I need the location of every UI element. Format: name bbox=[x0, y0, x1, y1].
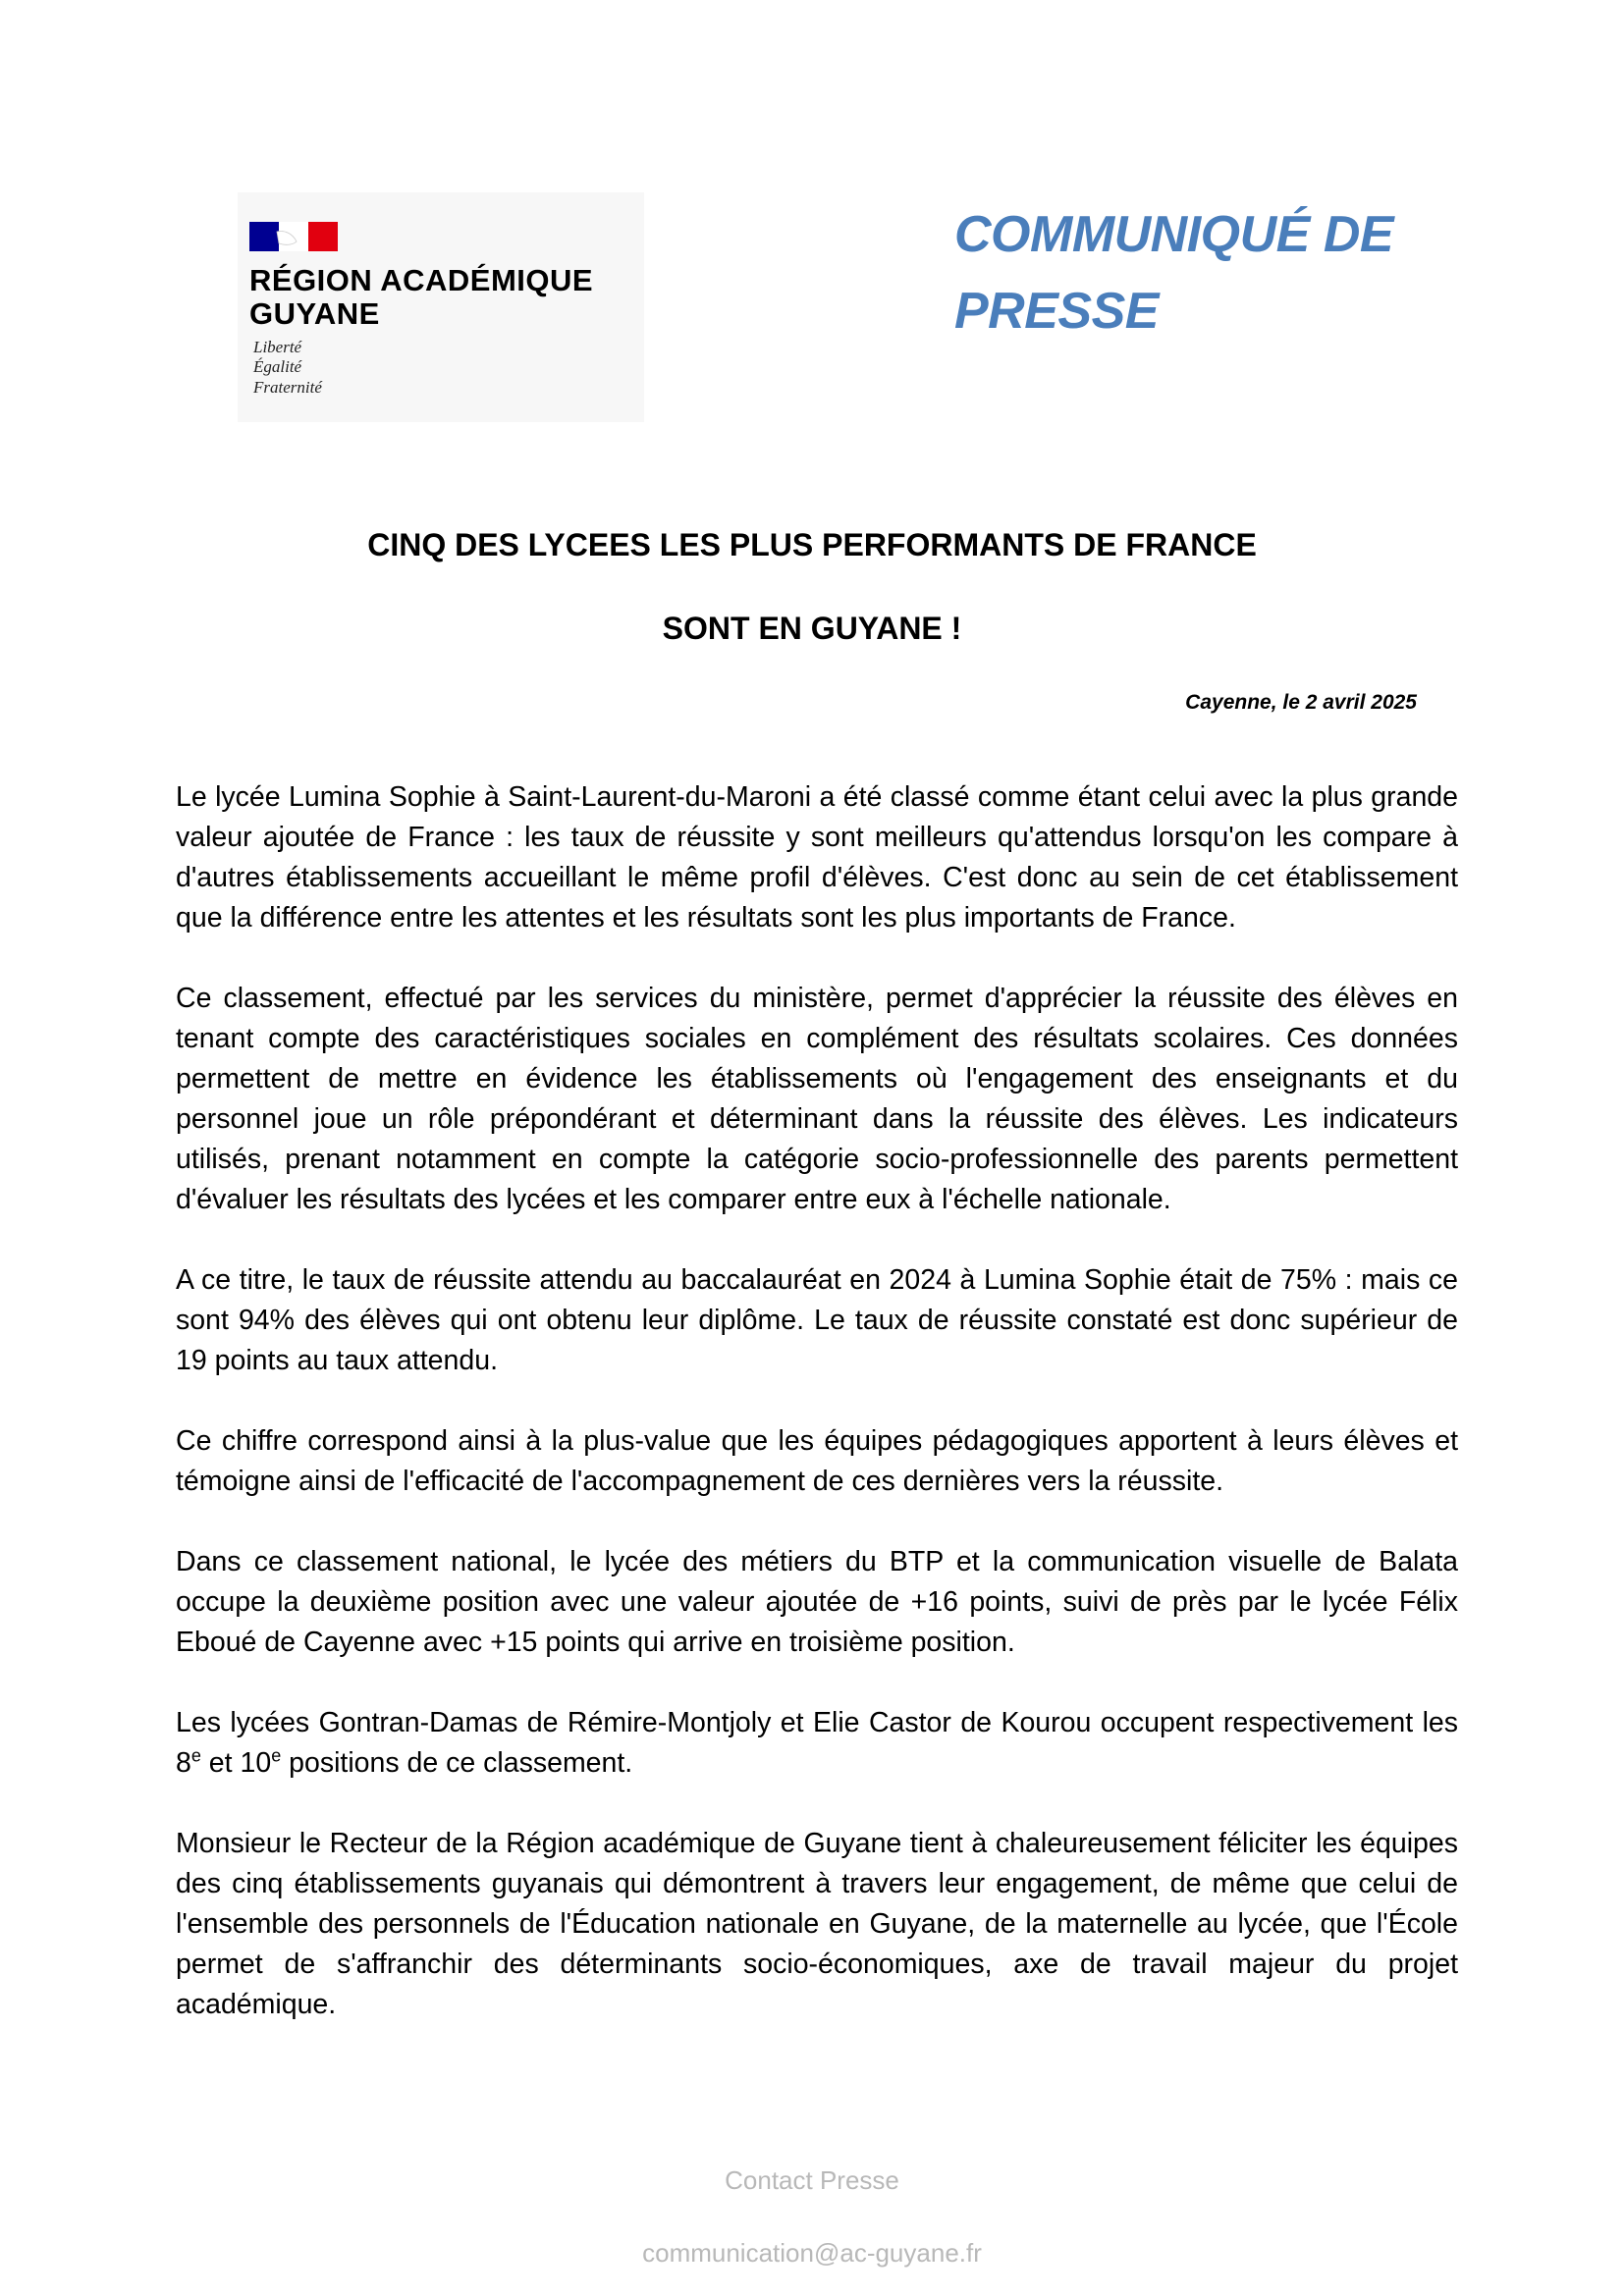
ordinal-suffix: e bbox=[271, 1745, 282, 1766]
paragraph-5: Dans ce classement national, le lycée des métiers du BTP et la communication visuelle de Balata occupe la deuxième position avec une valeur ajoutée de +16 points, suivi de près par le lycée Félix Eboué de Cayenne avec +15 points qui arrive en troisième position. bbox=[176, 1546, 1458, 1658]
paragraph-7: Monsieur le Recteur de la Région académique de Guyane tient à chaleureusement féliciter les équipes des cinq établissements guyanais qui démontrent à travers leur engagement, de même que celui de l'ensemble des personnels de l'Éducation nationale en Guyane, de la maternelle au lycée, que l'École permet de s'affranchir des déterminants socio-économiques, axe de travail majeur du projet académique. bbox=[176, 1828, 1458, 2020]
paragraph-6-part2: et 10 bbox=[200, 1747, 272, 1779]
marianne-flag-icon bbox=[249, 222, 338, 251]
paragraph-6-part1: Les lycées Gontran-Damas de Rémire-Montjoly et Elie Castor de Kourou occupent respectivement les 8 bbox=[176, 1707, 1458, 1779]
paragraph-1: Le lycée Lumina Sophie à Saint-Laurent-du-Maroni a été classé comme étant celui avec la plus grande valeur ajoutée de France : les taux de réussite y sont meilleurs qu'attendus lorsqu'on les compare à d'autres établissements accueillant le même profil d'élèves. C'est donc au sein de cet établissement que la différence entre les attentes et les résultats sont les plus importants de France. bbox=[176, 781, 1458, 934]
ordinal-suffix: e bbox=[190, 1745, 201, 1766]
motto-egalite: Égalité bbox=[253, 357, 302, 376]
contact-label: Contact Presse bbox=[725, 2165, 899, 2195]
paragraph-4: Ce chiffre correspond ainsi à la plus-value que les équipes pédagogiques apportent à leurs élèves et témoigne ainsi de l'efficacité de l'accompagnement de ces dernières vers la réussite. bbox=[176, 1425, 1458, 1497]
paragraph-6 bbox=[176, 1703, 1458, 1784]
contact-email-link[interactable]: communication@ac-guyane.fr bbox=[642, 2238, 982, 2268]
region-logo bbox=[238, 192, 644, 422]
body-text bbox=[176, 777, 1458, 2065]
logo-name-line2: GUYANE bbox=[249, 296, 380, 331]
dateline: Cayenne, le 2 avril 2025 bbox=[1185, 691, 1417, 714]
motto-liberte: Liberté bbox=[253, 338, 302, 356]
headline-line2: SONT EN GUYANE ! bbox=[662, 611, 962, 646]
motto-fraternite: Fraternité bbox=[253, 378, 322, 397]
paragraph-3: A ce titre, le taux de réussite attendu au baccalauréat en 2024 à Lumina Sophie était de 75% : mais ce sont 94% des élèves qui ont obtenu leur diplôme. Le taux de réussite constaté est donc supérieur de 19 points au taux attendu. bbox=[176, 1264, 1458, 1376]
logo-name-line1: RÉGION ACADÉMIQUE bbox=[249, 263, 594, 297]
paragraph-2: Ce classement, effectué par les services du ministère, permet d'apprécier la réussite des élèves en tenant compte des caractéristiques sociales en complément des résultats scolaires. Ces données permettent de mettre en évidence les établissements où l'engagement des enseignants et du personnel joue un rôle prépondérant et déterminant dans la réussite des élèves. Les indicateurs utilisés, prenant notamment en compte la catégorie socio-professionnelle des parents permettent d'évaluer les résultats des lycées et les comparer entre eux à l'échelle nationale. bbox=[176, 983, 1458, 1215]
press-release-title: COMMUNIQUÉ DE PRESSE bbox=[954, 206, 1394, 340]
headline-line1: CINQ DES LYCEES LES PLUS PERFORMANTS DE FRANCE bbox=[367, 527, 1257, 562]
paragraph-6-part3: positions de ce classement. bbox=[281, 1747, 633, 1779]
